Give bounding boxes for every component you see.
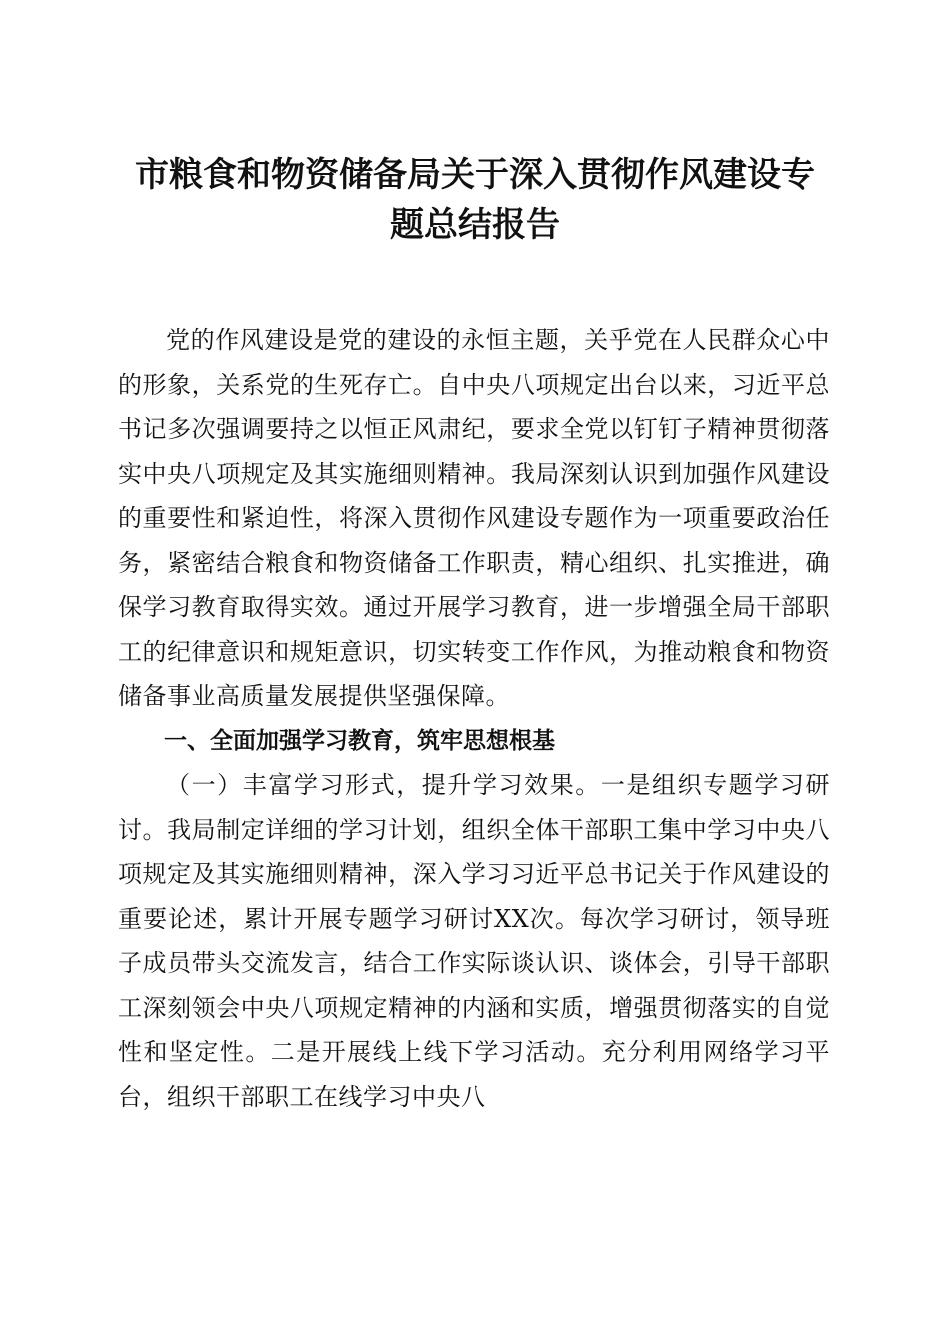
document-title bbox=[110, 150, 840, 250]
title-line-2: 题总结报告 bbox=[390, 205, 560, 245]
intro-paragraph: 党的作风建设是党的建设的永恒主题，关乎党在人民群众心中的形象，关系党的生死存亡。自中央八项规定出台以来，习近平总书记多次强调要持之以恒正风肃纪，要求全党以钉钉子精神贯彻落实中央八项规定及其实施细则精神。我局深刻认识到加强作风建设的重要性和紧迫性，将深入贯彻作风建设专题作为一项重要政治任务，紧密结合粮食和物资储备工作职责，精心组织、扎实推进，确保学习教育取得实效。通过开展学习教育，进一步增强全局干部职工的纪律意识和规矩意识，切实转变工作作风，为推动粮食和物资储备事业高质量发展提供坚强保障。 bbox=[118, 326, 830, 710]
section-1-heading: 一、全面加强学习教育，筑牢思想根基 bbox=[164, 727, 555, 754]
title-line-1: 市粮食和物资储备局关于深入贯彻作风建设专 bbox=[135, 155, 815, 195]
document-body bbox=[118, 318, 830, 1119]
section-1-paragraph-1: （一）丰富学习形式，提升学习效果。一是组织专题学习研讨。我局制定详细的学习计划，组织全体干部职工集中学习中央八项规定及其实施细则精神，深入学习习近平总书记关于作风建设的重要论述，累计开展专题学习研讨XX次。每次学习研讨，领导班子成员带头交流发言，结合工作实际谈认识、谈体会，引导干部职工深刻领会中央八项规定精神的内涵和实质，增强贯彻落实的自觉性和坚定性。二是开展线上线下学习活动。充分利用网络学习平台，组织干部职工在线学习中央八 bbox=[118, 771, 830, 1111]
